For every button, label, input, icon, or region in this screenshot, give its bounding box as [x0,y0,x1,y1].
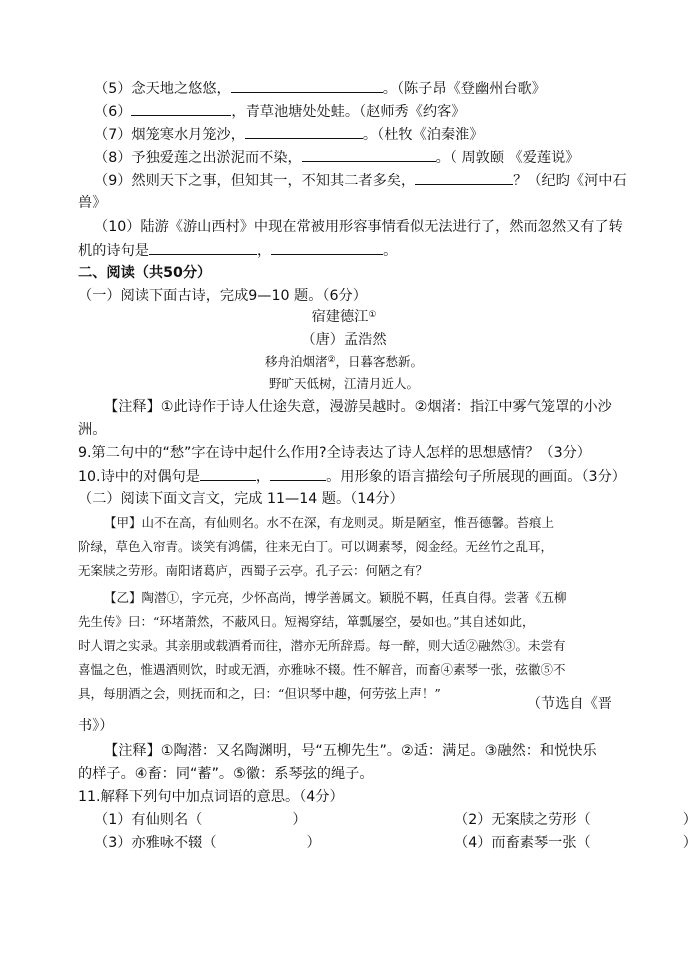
passage-source-cont: 书》） [78,718,114,734]
poem-line-2: 野旷天低树，江清月近人。 [268,376,419,391]
question-10: （10）陆游《游山西村》中现在常被用形容事情看似无法进行了，然而忽然又有了转 [94,219,623,235]
question-11-row-2: （3）亦雅咏不辍（ ） （4）而畜素琴一张（ ） [94,835,697,851]
passage-yi-line: 时人谓之实录。其亲朋或载酒肴而往，潜亦无所辞焉。每一醉，则大适②融然③。未尝有 [78,638,566,653]
question-9: （9）然则天下之事，但知其一，不知其二者多矣， ？（纪昀《河中石 [94,170,634,191]
passage-jia-line: 阶绿，草色入帘青。谈笑有鸿儒，往来无白丁。可以调素琴，阅金经。无丝竹之乱耳， [78,539,554,554]
section-2-title: 二、阅读（共50分） [78,265,212,281]
poem-note-cont: 洲。 [78,422,107,438]
answer-blank[interactable] [415,170,513,185]
passage-jia-line: 无案牍之劳形。南阳诸葛庐，西蜀子云亭。孔子云：何陋之有？ [78,563,429,578]
passage-note-cont: 的样子。④畜：同“蓄”。⑤徽：系琴弦的绳子。 [78,766,374,782]
part-1-title: （一）阅读下面古诗，完成9—10 题。（6分） [78,288,367,304]
poem-line-1: 移舟泊烟渚②，日暮客愁新。 [264,354,424,369]
answer-blank[interactable] [270,466,326,481]
passage-source: （节选自《晋 [526,696,612,712]
answer-blank[interactable] [200,466,256,481]
question-11: 11.解释下列句中加点词语的意思。（4分） [78,789,344,805]
poem-author: （唐）孟浩然 [301,332,387,348]
passage-yi-line: 先生传》曰：“环堵萧然，不蔽风日。短褐穿结，箪瓢屡空，晏如也。”其自述如此， [78,614,535,629]
question-8: （8）予独爱莲之出淤泥而不染， 。（ 周敦颐 《爱莲说》 [94,147,634,168]
poem-title: 宿建德江① [311,309,377,325]
question-5: （5）念天地之悠悠， 。（陈子昂《登幽州台歌》 [94,78,634,99]
question-9-read: 9.第二句中的“愁”字在诗中起什么作用?全诗表达了诗人怎样的思想感情？（3分） [78,445,591,461]
answer-blank[interactable] [149,240,257,255]
passage-yi-line: 具，每朋酒之会，则抚而和之，曰：“但识琴中趣，何劳弦上声！” [78,686,441,701]
question-10-cont: 机的诗句是 ， 。 [78,240,618,261]
question-9-cont: 兽》 [78,195,107,211]
passage-yi-line: 喜愠之色，惟遇酒则饮，时或无酒，亦雅咏不辍。性不解音，而畜④素琴一张，弦徽⑤不 [78,662,566,677]
poem-note: 【注释】①此诗作于诗人仕途失意，漫游吴越时。②烟渚：指江中雾气笼罩的小沙 [104,399,612,415]
question-11-item-2: （2）无案牍之劳形（ ） [454,812,697,828]
question-11-row-1: （1）有仙则名（ ） （2）无案牍之劳形（ ） [94,812,697,828]
passage-yi-line: 【乙】陶潜①，字元亮，少怀高尚，博学善属文。颖脱不羁，任真自得。尝著《五柳 [104,590,567,605]
part-2-title: （二）阅读下面文言文，完成 11—14 题。（14分） [78,491,404,507]
answer-blank[interactable] [302,147,436,162]
answer-blank[interactable] [271,240,383,255]
answer-blank[interactable] [131,101,231,116]
answer-blank[interactable] [245,124,363,139]
question-6: （6） ，青草池塘处处蛙。（赵师秀《约客》 [94,101,634,122]
question-10-read: 10.诗中的对偶句是 ， 。用形象的语言描绘句子所展现的画面。（3分） [78,466,618,487]
question-7: （7）烟笼寒水月笼沙， 。（杜牧《泊秦淮》 [94,124,634,145]
question-11-item-4: （4）而畜素琴一张（ ） [454,835,697,851]
passage-jia-line: 【甲】山不在高，有仙则名。水不在深，有龙则灵。斯是陋室，惟吾德馨。苔痕上 [104,515,555,530]
answer-blank[interactable] [231,78,383,93]
passage-note: 【注释】①陶潜：又名陶渊明，号“五柳先生”。②适：满足。③融然：和悦快乐 [104,743,597,759]
